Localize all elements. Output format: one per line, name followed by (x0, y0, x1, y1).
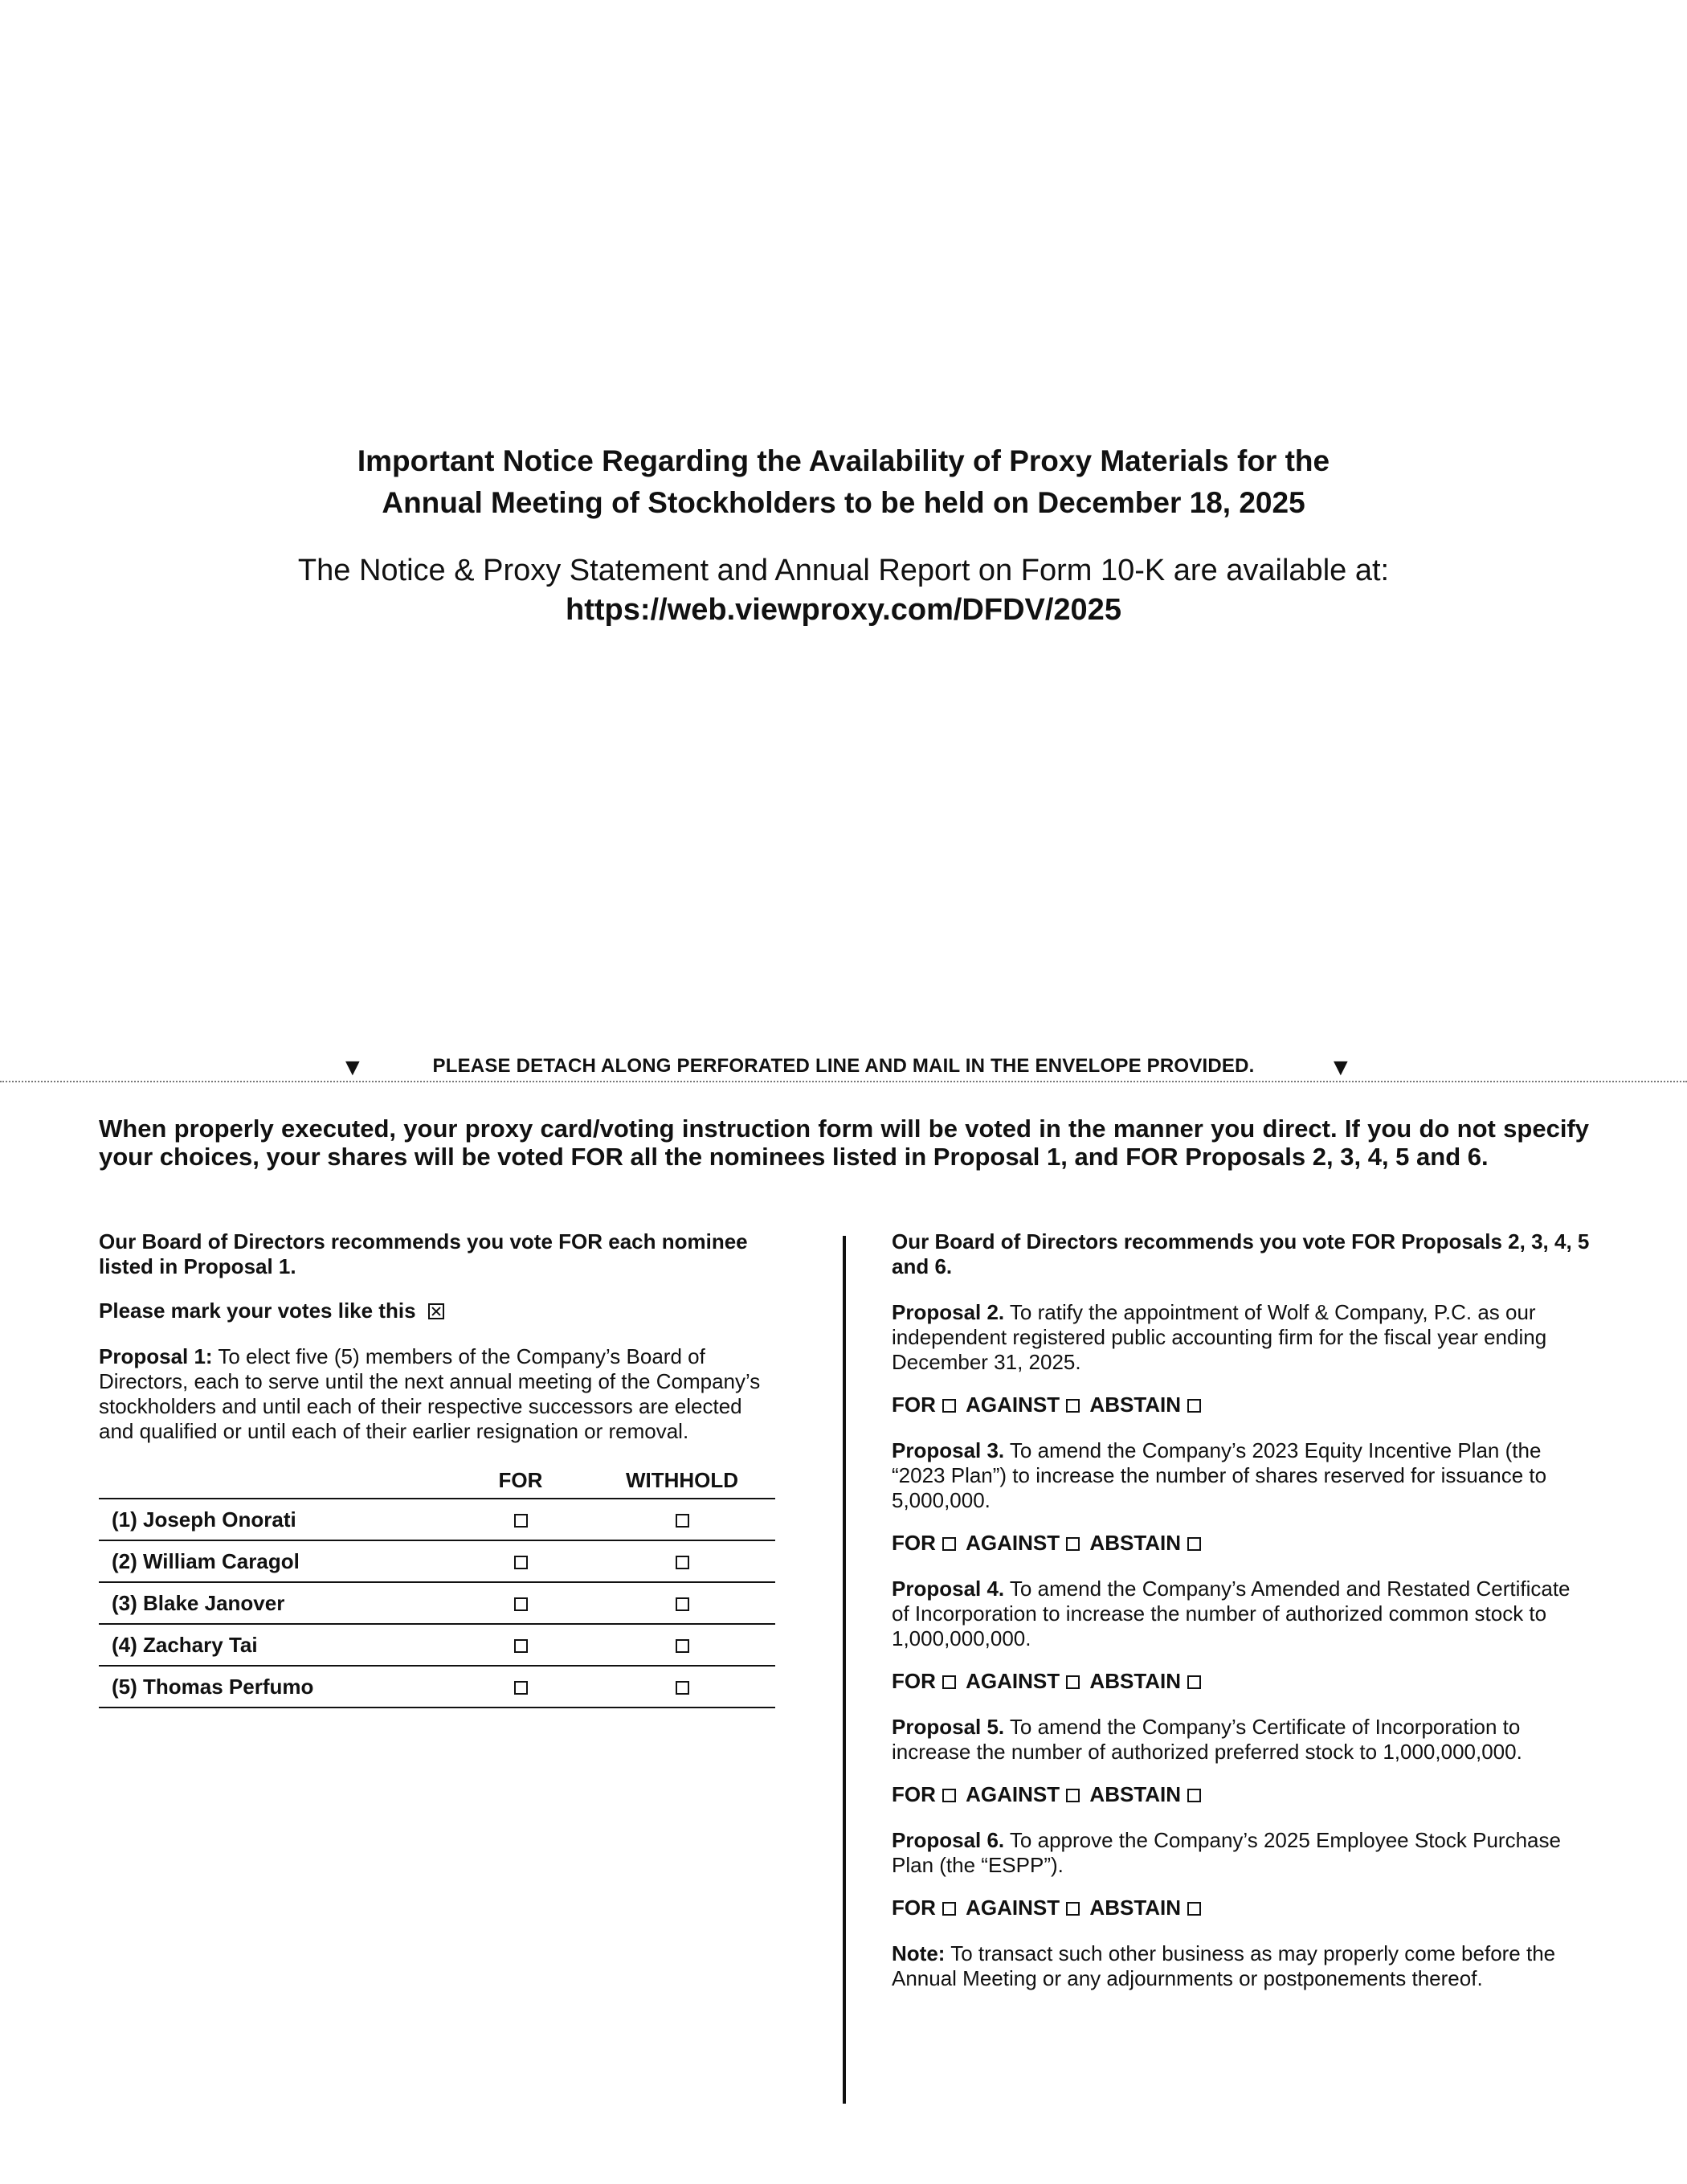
proposal1-description (99, 1344, 782, 1444)
proposal1-section (99, 1229, 782, 1708)
proposal3-description (892, 1438, 1591, 1513)
for-column-header: FOR (452, 1468, 589, 1499)
withhold-checkbox[interactable] (676, 1514, 689, 1528)
for-checkbox[interactable] (514, 1597, 528, 1611)
note-description (892, 1941, 1591, 1991)
proposal6-description (892, 1828, 1591, 1878)
for-checkbox[interactable] (942, 1537, 956, 1551)
proposal2-vote-options (892, 1393, 1591, 1417)
proxy-url[interactable]: https://web.viewproxy.com/DFDV/2025 (566, 593, 1121, 627)
for-checkbox[interactable] (942, 1675, 956, 1689)
nominee-name: (2) William Caragol (99, 1540, 452, 1582)
proposal3-vote-options (892, 1531, 1591, 1556)
proposal1-label: Proposal 1: (99, 1344, 213, 1368)
for-checkbox[interactable] (514, 1639, 528, 1653)
for-checkbox[interactable] (942, 1399, 956, 1413)
nominee-header-blank (99, 1468, 452, 1499)
board-recommendation-right: Our Board of Directors recommends you vote FOR Proposals 2, 3, 4, 5 and 6. (892, 1229, 1590, 1278)
proposal-text: To approve the Company’s 2025 Employee Stock Purchase Plan (the “ESPP”). (892, 1828, 1561, 1877)
withhold-checkbox[interactable] (676, 1556, 689, 1569)
for-label: FOR (892, 1669, 936, 1693)
proposal-text: To amend the Company’s 2023 Equity Incentive Plan (the “2023 Plan”) to increase the number of shares reserved for issuance to 5,000,000. (892, 1438, 1547, 1512)
withhold-checkbox[interactable] (676, 1597, 689, 1611)
nominee-name: (3) Blake Janover (99, 1582, 452, 1624)
down-arrow-icon: ▼ (1329, 1054, 1353, 1081)
nominees-table (99, 1468, 775, 1708)
proposal4-description (892, 1577, 1591, 1651)
for-label: FOR (892, 1531, 936, 1555)
against-label: AGAINST (966, 1896, 1060, 1920)
down-arrow-icon: ▼ (341, 1054, 365, 1081)
withhold-column-header: WITHHOLD (589, 1468, 775, 1499)
nominee-name: (5) Thomas Perfumo (99, 1666, 452, 1708)
for-label: FOR (892, 1782, 936, 1806)
proposal-label: Proposal 3. (892, 1438, 1005, 1462)
abstain-label: ABSTAIN (1089, 1896, 1182, 1920)
withhold-checkbox[interactable] (676, 1639, 689, 1653)
for-checkbox[interactable] (942, 1902, 956, 1916)
table-row (99, 1499, 775, 1540)
nominee-name: (4) Zachary Tai (99, 1624, 452, 1666)
proposal1-text: To elect five (5) members of the Company’s Board of Directors, each to serve until the next annual meeting of the Company’s stockholders and until each of their respective successors are elected and qualified or until each of their earlier resignation or removal. (99, 1344, 761, 1443)
proposal-label: Proposal 5. (892, 1715, 1005, 1739)
abstain-checkbox[interactable] (1187, 1902, 1201, 1916)
proposal6-vote-options (892, 1896, 1591, 1920)
proposal2-description (892, 1300, 1591, 1375)
against-label: AGAINST (966, 1393, 1060, 1417)
against-checkbox[interactable] (1066, 1675, 1080, 1689)
for-checkbox[interactable] (514, 1681, 528, 1695)
board-recommendation-left: Our Board of Directors recommends you vote FOR each nominee listed in Proposal 1. (99, 1229, 748, 1278)
abstain-label: ABSTAIN (1089, 1782, 1182, 1806)
proposal5-description (892, 1715, 1591, 1765)
checked-box-icon (428, 1303, 444, 1319)
mark-votes-example (99, 1299, 782, 1323)
for-label: FOR (892, 1896, 936, 1920)
proposal4-vote-options (892, 1669, 1591, 1694)
against-label: AGAINST (966, 1782, 1060, 1806)
for-checkbox[interactable] (514, 1556, 528, 1569)
perforated-line (0, 1081, 1687, 1082)
for-checkbox[interactable] (942, 1789, 956, 1802)
proposals-2-6-section (892, 1229, 1591, 1991)
abstain-checkbox[interactable] (1187, 1675, 1201, 1689)
table-row (99, 1582, 775, 1624)
against-label: AGAINST (966, 1531, 1060, 1555)
abstain-label: ABSTAIN (1089, 1393, 1182, 1417)
mark-votes-label: Please mark your votes like this (99, 1299, 416, 1323)
proposal-label: Proposal 6. (892, 1828, 1005, 1852)
against-checkbox[interactable] (1066, 1399, 1080, 1413)
table-row (99, 1666, 775, 1708)
abstain-checkbox[interactable] (1187, 1399, 1201, 1413)
abstain-label: ABSTAIN (1089, 1531, 1182, 1555)
column-divider (843, 1236, 846, 2104)
for-label: FOR (892, 1393, 936, 1417)
voting-instructions: When properly executed, your proxy card/voting instruction form will be voted in the manner you direct. If you do not specify your choices, your shares will be voted FOR all the nominees listed in Proposal 1, and FOR Proposals 2, 3, 4, 5 and 6. (99, 1114, 1589, 1171)
nominee-name: (1) Joseph Onorati (99, 1499, 452, 1540)
note-text: To transact such other business as may properly come before the Annual Meeting or any adjournments or postponements thereof. (892, 1941, 1556, 1990)
for-checkbox[interactable] (514, 1514, 528, 1528)
against-checkbox[interactable] (1066, 1902, 1080, 1916)
table-row (99, 1624, 775, 1666)
withhold-checkbox[interactable] (676, 1681, 689, 1695)
abstain-checkbox[interactable] (1187, 1537, 1201, 1551)
proposal-text: To amend the Company’s Amended and Restated Certificate of Incorporation to increase the number of authorized common stock to 1,000,000,000. (892, 1577, 1571, 1650)
detach-instruction: PLEASE DETACH ALONG PERFORATED LINE AND MAIL IN THE ENVELOPE PROVIDED. (432, 1055, 1255, 1077)
notice-title-line1: Important Notice Regarding the Availability of Proxy Materials for the (357, 444, 1330, 477)
against-label: AGAINST (966, 1669, 1060, 1693)
proposal-label: Proposal 4. (892, 1577, 1005, 1601)
table-row (99, 1540, 775, 1582)
against-checkbox[interactable] (1066, 1789, 1080, 1802)
proposal5-vote-options (892, 1782, 1591, 1807)
note-label: Note: (892, 1941, 946, 1965)
abstain-label: ABSTAIN (1089, 1669, 1182, 1693)
notice-title (0, 440, 1687, 524)
abstain-checkbox[interactable] (1187, 1789, 1201, 1802)
against-checkbox[interactable] (1066, 1537, 1080, 1551)
proposal-text: To amend the Company’s Certificate of Incorporation to increase the number of authorized preferred stock to 1,000,000,000. (892, 1715, 1522, 1764)
notice-title-line2: Annual Meeting of Stockholders to be held on December 18, 2025 (382, 486, 1305, 519)
proposal-text: To ratify the appointment of Wolf & Company, P.C. as our independent registered public accounting firm for the fiscal year ending December 31, 2025. (892, 1300, 1547, 1374)
availability-text: The Notice & Proxy Statement and Annual Report on Form 10-K are available at: (297, 554, 1390, 587)
proposal-label: Proposal 2. (892, 1300, 1005, 1324)
